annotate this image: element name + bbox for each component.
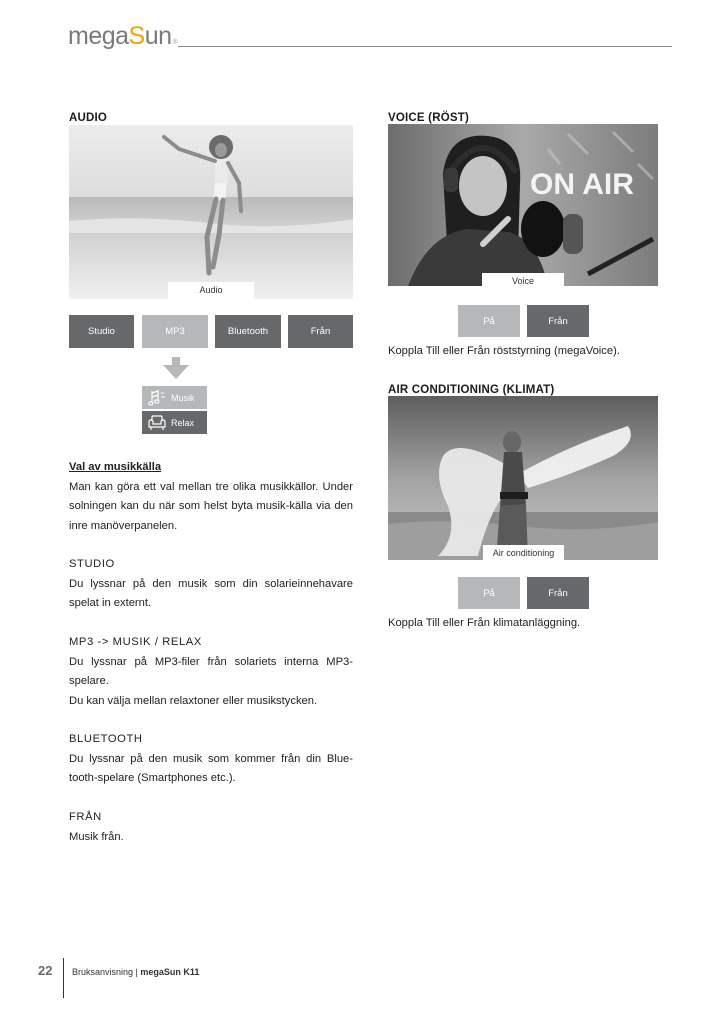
audio-off-button[interactable]: Från (288, 315, 353, 348)
armchair-icon (147, 414, 167, 432)
audio-bluetooth-button[interactable]: Bluetooth (215, 315, 281, 348)
climate-photo (388, 396, 658, 560)
audio-photo (69, 125, 353, 299)
page-number: 22 (38, 963, 53, 978)
climate-off-button[interactable]: Från (527, 577, 589, 609)
voice-photo (388, 124, 658, 286)
on-air-sign: ON AIR (530, 168, 634, 201)
arrow-down-icon (163, 357, 189, 379)
voice-photo-caption: Voice (482, 273, 564, 290)
studio-heading: STUDIO (69, 558, 115, 570)
music-notes-icon (147, 389, 167, 407)
studio-section (69, 555, 353, 614)
off-section (69, 808, 353, 847)
logo-registered-mark: ® (172, 39, 178, 46)
footer-doc-title: Bruksanvisning (72, 967, 134, 977)
mp3-section (69, 633, 353, 711)
audio-mp3-button[interactable]: MP3 (142, 315, 208, 348)
mp3-text: Du lyssnar på MP3-filer från solariets interna MP3-spelare. (69, 655, 353, 688)
voice-on-button[interactable]: På (458, 305, 520, 337)
climate-description: Koppla Till eller Från klimatanläggning. (388, 617, 581, 629)
footer-separator: | (133, 967, 141, 977)
studio-text: Du lyssnar på den musik som din solarieinnehavare spelat in externt. (69, 577, 353, 610)
header-rule (178, 46, 672, 47)
relax-button[interactable] (142, 411, 207, 434)
climate-photo-caption: Air conditioning (483, 545, 564, 562)
music-source-title: Val av musikkälla (69, 461, 162, 473)
mp3-text-2: Du kan välja mellan relaxtoner eller musikstycken. (69, 694, 318, 707)
relax-label: Relax (171, 417, 195, 428)
logo-text-un: un (144, 22, 172, 50)
music-source-text: Man kan göra ett val mellan tre olika musikkällor. Under solningen kan du när som helst byta musik-källa via den inre manöverpanelen. (69, 480, 353, 532)
musik-label: Musik (171, 392, 195, 403)
audio-photo-caption: Audio (168, 282, 254, 299)
off-heading: FRÅN (69, 811, 102, 823)
footer-text (72, 967, 199, 977)
footer-product-name: megaSun K11 (140, 967, 200, 977)
music-source-section (69, 458, 353, 536)
logo-text-mega: mega (68, 22, 129, 50)
climate-on-button[interactable]: På (458, 577, 520, 609)
climate-title: AIR CONDITIONING (KLIMAT) (388, 384, 555, 396)
voice-title: VOICE (RÖST) (388, 112, 469, 124)
audio-title: AUDIO (69, 112, 108, 124)
megasun-logo (68, 22, 177, 52)
voice-off-button[interactable]: Från (527, 305, 589, 337)
mp3-heading: MP3 -> MUSIK / RELAX (69, 636, 202, 648)
bluetooth-text: Du lyssnar på den musik som kommer från din Blue-tooth-spelare (Smartphones etc.). (69, 752, 353, 785)
bluetooth-section (69, 730, 353, 789)
logo-text-s: S (128, 22, 145, 50)
musik-button[interactable] (142, 386, 207, 409)
off-text: Musik från. (69, 830, 124, 843)
voice-description: Koppla Till eller Från röststyrning (megaVoice). (388, 345, 620, 357)
audio-studio-button[interactable]: Studio (69, 315, 134, 348)
bluetooth-heading: BLUETOOTH (69, 733, 143, 745)
footer-rule (63, 958, 64, 998)
